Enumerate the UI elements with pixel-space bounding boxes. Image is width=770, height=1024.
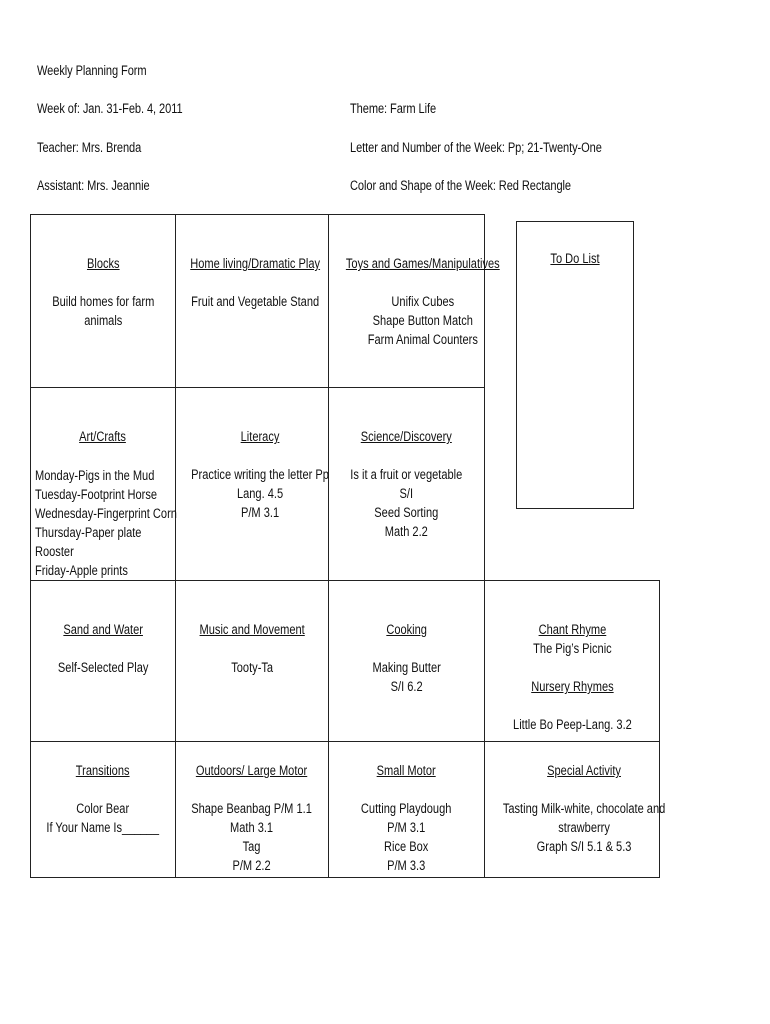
cell-line: Wednesday-Fingerprint Corn (35, 506, 177, 521)
cell-art-crafts (35, 466, 175, 580)
cell-line: Cutting Playdough (361, 801, 452, 816)
cell-line: Tasting Milk-white, chocolate and (502, 801, 666, 816)
cell-line: Friday-Apple prints (35, 563, 128, 578)
cell-title: Transitions (76, 763, 130, 778)
cell-line: Tag (243, 839, 261, 854)
todo-list-title: To Do List (550, 251, 600, 266)
cell-line: P/M 3.3 (387, 858, 426, 873)
form-title: Weekly Planning Form (37, 63, 147, 78)
grid-line (30, 741, 660, 742)
cell-title: Literacy (240, 429, 280, 444)
grid-line (30, 877, 660, 878)
grid-line (30, 387, 485, 388)
cell-literacy (176, 427, 328, 522)
cell-line: Fruit and Vegetable Stand (191, 294, 320, 309)
cell-home-living (176, 254, 328, 311)
cell-title: Outdoors/ Large Motor (196, 763, 308, 778)
cell-line: Rice Box (384, 839, 429, 854)
cell-line: Making Butter (372, 660, 441, 675)
cell-line: Self-Selected Play (57, 660, 149, 675)
cell-line: S/I 6.2 (390, 679, 423, 694)
cell-line: Practice writing the letter Pp (191, 467, 329, 482)
cell-line: The Pig’s Picnic (532, 641, 612, 656)
cell-line: If Your Name Is______ (46, 820, 160, 835)
cell-line: S/I (399, 486, 414, 501)
cell-title: Cooking (386, 622, 427, 637)
cell-line: Color Bear (76, 801, 130, 816)
cell-title: Special Activity (547, 763, 621, 778)
cell-title: Chant Rhyme (538, 622, 606, 637)
cell-line: Thursday-Paper plate (35, 525, 142, 540)
cell-line: Build homes for farm (51, 294, 155, 309)
cell-outdoors (176, 761, 328, 875)
grid-line (30, 580, 660, 581)
cell-art-crafts-title: Art/Crafts (79, 429, 127, 444)
cell-line: Lang. 4.5 (236, 486, 284, 501)
assistant: Assistant: Mrs. Jeannie (37, 178, 150, 193)
cell-line: Seed Sorting (374, 505, 439, 520)
cell-line: Graph S/I 5.1 & 5.3 (536, 839, 632, 854)
cell-line: P/M 3.1 (240, 505, 280, 520)
cell-line: Rooster (35, 544, 74, 559)
theme: Theme: Farm Life (350, 101, 437, 116)
cell-line: Is it a fruit or vegetable (350, 467, 463, 482)
cell-title: Blocks (86, 256, 120, 271)
cell-title: Home living/Dramatic Play (190, 256, 321, 271)
cell-special-activity (485, 761, 666, 856)
cell-chant-rhyme (485, 620, 659, 734)
cell-science (329, 427, 484, 541)
cell-line: Little Bo Peep-Lang. 3.2 (512, 717, 632, 732)
cell-line: animals (83, 313, 123, 328)
cell-subtitle: Nursery Rhymes (530, 679, 614, 694)
cell-small-motor (329, 761, 484, 875)
cell-line: Farm Animal Counters (367, 332, 478, 347)
cell-line: P/M 2.2 (232, 858, 272, 873)
teacher: Teacher: Mrs. Brenda (37, 140, 142, 155)
color-shape-of-week: Color and Shape of the Week: Red Rectangle (350, 178, 571, 193)
cell-line: Math 2.2 (384, 524, 429, 539)
cell-blocks (31, 254, 175, 330)
cell-title: Toys and Games/Manipulatives (345, 256, 500, 271)
cell-toys-games (329, 254, 500, 349)
cell-line: strawberry (558, 820, 610, 835)
cell-transitions (31, 761, 175, 837)
cell-music (176, 620, 328, 677)
cell-sand-water (31, 620, 175, 677)
cell-line: Tuesday-Footprint Horse (35, 487, 158, 502)
grid-line (30, 214, 485, 215)
todo-box-border (633, 221, 634, 509)
cell-title: Sand and Water (63, 622, 143, 637)
cell-line: Shape Beanbag P/M 1.1 (191, 801, 313, 816)
cell-line: Tooty-Ta (231, 660, 273, 675)
todo-box-border (516, 508, 634, 509)
cell-line: Shape Button Match (372, 313, 473, 328)
cell-line: Math 3.1 (230, 820, 274, 835)
week-of: Week of: Jan. 31-Feb. 4, 2011 (37, 101, 183, 116)
cell-line: P/M 3.1 (387, 820, 426, 835)
cell-title: Science/Discovery (360, 429, 453, 444)
cell-line: Unifix Cubes (391, 294, 455, 309)
cell-line: Monday-Pigs in the Mud (35, 468, 155, 483)
cell-cooking (329, 620, 484, 696)
cell-title: Small Motor (376, 763, 437, 778)
letter-number-of-week: Letter and Number of the Week: Pp; 21-Twenty-One (350, 140, 602, 155)
todo-box-border (516, 221, 634, 222)
cell-title: Music and Movement (199, 622, 305, 637)
